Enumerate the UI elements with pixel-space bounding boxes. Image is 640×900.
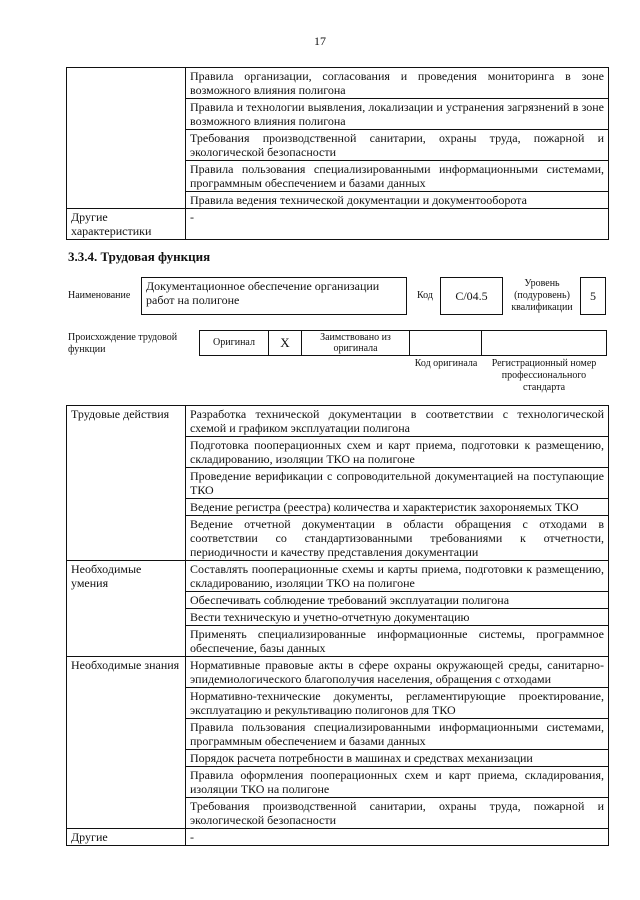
group-label-actions: Трудовые действия [67,406,186,561]
reg-caption: Регистрационный номер профессионального стандарта [491,358,597,393]
table-cell-text: Правила пользования специализированными информационными системами, программным обеспечением и базами данных [186,161,609,192]
table-cell-text: Составлять пооперационные схемы и карты приема, подготовки к размещению, складированию, изоляции ТКО на полигоне [186,561,609,592]
table-cell-text: Ведение регистра (реестра) количества и характеристик захороняемых ТКО [186,499,609,516]
table-cell-text: Требования производственной санитарии, охраны труда, пожарной и экологической безопасности [186,130,609,161]
code-caption: Код оригинала [414,358,478,369]
table-cell-text: - [186,829,609,846]
table-cell-label: Другие характеристики [67,209,186,240]
table-cell-text: Правила ведения технической документации и документооборота [186,192,609,209]
level-label: Уровень (подуровень) квалификации [511,278,573,313]
origin-original-box: Оригинал [199,330,269,356]
borrowed-box: Заимствовано из оригинала [301,330,410,356]
knowledge-table-continuation [66,67,609,240]
function-name-box: Документационное обеспечение организации работ на полигоне [141,277,407,315]
reg-number-box [481,330,607,356]
table-cell-text: Разработка технической документации в соответствии с технологической схемой и графиком эксплуатации полигона [186,406,609,437]
level-value-box: 5 [580,277,606,315]
table-cell-text: Ведение отчетной документации в области обращения с отходами в соответствии со стандартизованными требованиями к отчетности, периодичности и качеству представления документации [186,516,609,561]
page-number: 17 [314,34,326,48]
table-cell-label [67,68,186,209]
group-label-skills: Необходимые умения [67,561,186,657]
function-code-box: C/04.5 [440,277,503,315]
table-cell-text: Нормативно-технические документы, регламентирующие проектирование, эксплуатацию и рекультивацию полигонов для ТКО [186,688,609,719]
group-label-other: Другие [67,829,186,846]
labor-function-table [66,405,609,846]
table-cell-text: Вести техническую и учетно-отчетную документацию [186,609,609,626]
section-title: 3.3.4. Трудовая функция [68,249,211,264]
table-row [67,829,609,846]
table-row [67,561,609,592]
origin-mark-box: X [268,330,302,356]
table-row [67,209,609,240]
table-cell-text: Нормативные правовые акты в сфере охраны окружающей среды, санитарно-эпидемиологического благополучия населения, обращения с отходами [186,657,609,688]
original-code-box [409,330,482,356]
origin-label: Происхождение трудовой функции [68,332,178,355]
group-label-knowledge: Необходимые знания [67,657,186,829]
code-label: Код [417,290,433,301]
table-cell-text: Правила пользования специализированными информационными системами, программным обеспечением и базами данных [186,719,609,750]
table-cell-text: Требования производственной санитарии, охраны труда, пожарной и экологической безопасности [186,798,609,829]
table-row [67,68,609,99]
table-cell-text: Правила организации, согласования и проведения мониторинга в зоне возможного влияния полигона [186,68,609,99]
table-cell-text: Правила и технологии выявления, локализации и устранения загрязнений в зоне возможного влияния полигона [186,99,609,130]
table-row [67,406,609,437]
table-cell-text: Правила оформления пооперационных схем и карт приема, складирования, изоляции ТКО на полигоне [186,767,609,798]
table-cell-text: Порядок расчета потребности в машинах и средствах механизации [186,750,609,767]
table-cell-text: Применять специализированные информационные системы, программное обеспечение, базы данных [186,626,609,657]
name-label: Наименование [68,290,131,301]
table-cell-text: Подготовка пооперационных схем и карт приема, подготовки к размещению, складированию, изоляции ТКО на полигоне [186,437,609,468]
table-cell-text: - [186,209,609,240]
table-cell-text: Обеспечивать соблюдение требований эксплуатации полигона [186,592,609,609]
table-cell-text: Проведение верификации с сопроводительной документацией на поступающие ТКО [186,468,609,499]
table-row [67,657,609,688]
